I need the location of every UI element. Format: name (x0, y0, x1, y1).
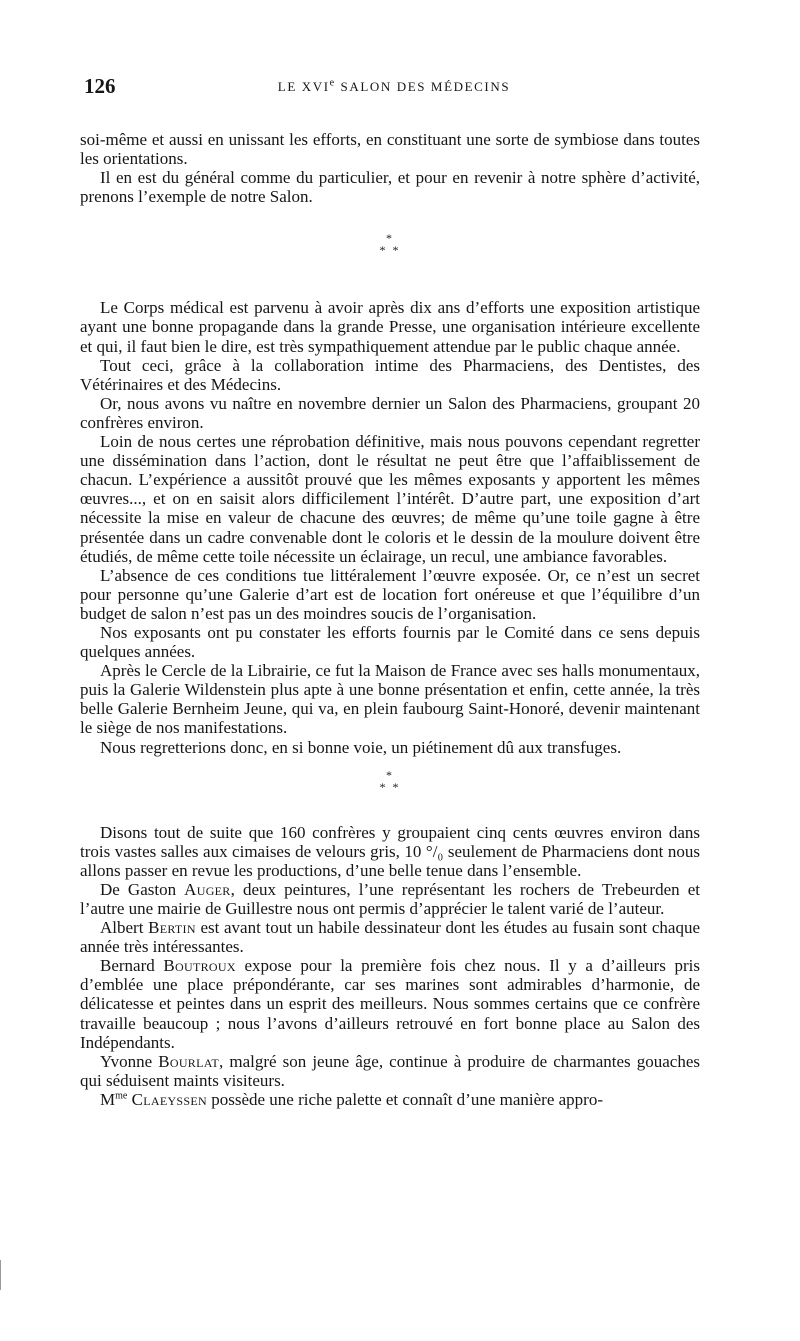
artist-name: Boutroux (163, 956, 236, 976)
artist-text: possède une riche palette et connaît d’une manière appro- (206, 1089, 603, 1109)
artist-text: , deux peintures, l’une représentant les rochers de Trebeurden et l’autre une mairie de Guillestre nous ont permis d’apprécier le talent varié de l’auteur. (80, 879, 700, 918)
artist-title-superscript: me (115, 1090, 128, 1102)
body-text (80, 130, 700, 1109)
paragraph: Tout ceci, grâce à la collaboration intime des Pharmaciens, des Dentistes, des Vétérinaires et des Médecins. (80, 355, 700, 394)
artist-name: Claeyssen (131, 1089, 207, 1109)
artist-title: M (100, 1089, 116, 1109)
paragraph: Il en est du général comme du particulier, et pour en revenir à notre sphère d’activité, prenons l’exemple de notre Salon. (80, 168, 700, 207)
section-ornament (80, 232, 700, 256)
paragraph: Nos exposants ont pu constater les efforts fournis par le Comité dans ce sens depuis quelques années. (80, 622, 700, 662)
running-title-text: LE XVI (277, 79, 330, 94)
page-header (84, 74, 704, 104)
artist-name: Bourlat (158, 1051, 219, 1071)
page-number: 126 (84, 74, 116, 98)
paragraph: Or, nous avons vu naître en novembre dernier un Salon des Pharmaciens, groupant 20 confrères environ. (80, 393, 700, 432)
section-ornament (80, 769, 700, 793)
artist-paragraph-bertin (80, 918, 700, 956)
artist-intro: Yvonne (100, 1051, 159, 1071)
artist-text: expose pour la première fois chez nous. Il y a d’ailleurs pris d’emblée une place prépondérante, car ses marines sont admirables d’harmonie, de délicatesse et peintes dans un esprit des meilleurs. Nous sommes certains que ce confrère travaille beaucoup ; nous l’avons d’ailleurs retrouvé en fort bonne place au Salon des Indépendants. (80, 956, 700, 1052)
paragraph: Nous regretterions donc, en si bonne voie, un piétinement dû aux transfuges. (100, 737, 622, 757)
paragraph: Disons tout de suite que 160 confrères y groupaient cinq cents œuvres environ dans trois vastes salles aux cimaises de velours gris, 10 °/₀ seulement de Pharmaciens dont nous allons passer en revue les productions, d’une belle tenue dans l’ensemble. (80, 822, 700, 880)
artist-name: Bertin (148, 918, 196, 938)
artist-text: , malgré son jeune âge, continue à produire de charmantes gouaches qui séduisent maints visiteurs. (80, 1051, 700, 1090)
paragraph: soi-même et aussi en unissant les efforts, en constituant une sorte de symbiose dans toutes les orientations. (80, 130, 700, 169)
running-title (84, 79, 704, 95)
paragraph: L’absence de ces conditions tue littéralement l’œuvre exposée. Or, ce n’est un secret pour personne qu’une Galerie d’art est de location fort onéreuse et que l’équilibre d’un budget de salon n’est pas un des moindres soucis de l’organisation. (80, 565, 700, 623)
artist-paragraph-bourlat (80, 1052, 700, 1090)
artist-name: Auger (184, 879, 231, 899)
artist-paragraph-boutroux (80, 956, 700, 1051)
paragraph: Après le Cercle de la Librairie, ce fut la Maison de France avec ses halls monumentaux, puis la Galerie Wildenstein plus apte à une bonne présentation et enfin, cette année, la très belle Galerie Bernheim Jeune, qui va, en plein faubourg Saint-Honoré, devenir maintenant le siège de nos manifestations. (80, 661, 700, 738)
margin-rule (0, 1260, 1, 1290)
artist-intro: Albert (100, 918, 149, 938)
artist-intro: Bernard (100, 956, 164, 976)
asterism-ornament: * * * (379, 767, 401, 794)
paragraph: Le Corps médical est parvenu à avoir après dix ans d’efforts une exposition artistique ayant une bonne propagande dans la grande Presse, une organisation intérieure excellente et qui, il faut bien le dire, est très sympathiquement attendue par le public chaque année. (80, 298, 700, 356)
artist-paragraph-claeyssen (80, 1090, 700, 1109)
asterism-ornament: * * * (379, 231, 401, 258)
artist-text: est avant tout un habile dessinateur dont les études au fusain sont chaque année très intéressantes. (80, 918, 700, 957)
running-title-superscript: e (329, 77, 336, 89)
artist-intro: De Gaston (100, 879, 185, 899)
artist-paragraph-auger (80, 880, 700, 918)
running-title-text-end: SALON DES MÉDECINS (335, 79, 511, 94)
paragraph: Loin de nous certes une réprobation définitive, mais nous pouvons cependant regretter une dissémination dans l’action, dont le résultat ne peut être que l’affaiblissement de chacun. L’expérience a aussitôt prouvé que les mêmes exposants y apportent les mêmes œuvres..., et on en saisit alors difficilement l’intérêt. D’autre part, une exposition d’art nécessite la mise en valeur de chacune des œuvres; de même qu’une toile gagne à être présentée dans un cadre convenable dont le coloris et le dessin de la moulure doivent être étudiés, de même cette toile nécessite un éclairage, un recul, une ambiance favorables. (80, 432, 700, 566)
